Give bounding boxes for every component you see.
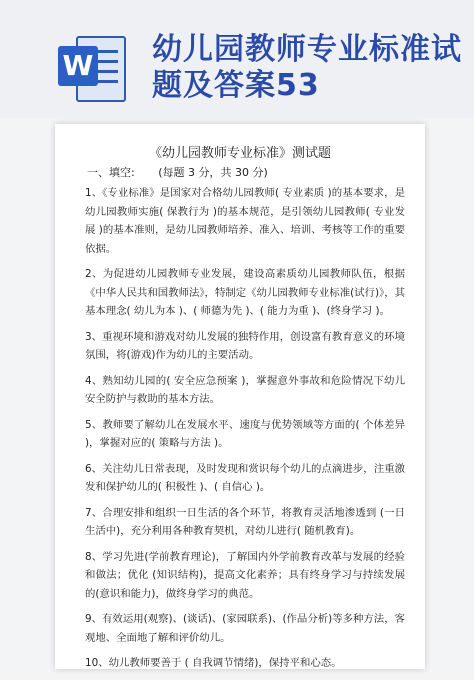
question-item: 8、学习先进(学前教育理论)，了解国内外学前教育改革与发展的经验和做法；优化 (知识结构)，提高文化素养；具有终身学习与持续发展的(意识和能力)，做终身学习的典范。	[85, 550, 405, 600]
document-title: 《幼儿园教师专业标准》测试题	[148, 146, 331, 161]
question-item: 2、为促进幼儿园教师专业发展，建设高素质幼儿园教师队伍，根据《中华人民共和国教师法》，特制定《幼儿园教师专业标准(试行)》，其基本理念( 幼儿为本 )、( 师德为先 )、( 能力为重 )、(终身学习 )。	[85, 268, 405, 317]
section-heading	[87, 164, 268, 180]
section-label: 一、填空:	[87, 166, 135, 179]
page-title: 幼儿园教师专业标准试题及答案53	[152, 32, 462, 103]
question-item: 10、幼儿教师要善于 ( 自我调节情绪)，保持平和心态。	[85, 657, 342, 669]
word-badge: W	[58, 46, 98, 86]
question-item: 6、关注幼儿日常表现，及时发现和赏识每个幼儿的点滴进步，注重激发和保护幼儿的( 积极性 )、( 自信心 )。	[85, 462, 405, 493]
question-item: 3、重视环境和游戏对幼儿发展的独特作用，创设富有教育意义的环境氛围，将(游戏)作为幼儿的主要活动。	[85, 330, 405, 361]
question-item: 4、熟知幼儿园的( 安全应急预案 )，掌握意外事故和危险情况下幼儿安全防护与救助的基本方法。	[85, 374, 405, 405]
header-banner	[0, 0, 474, 118]
question-item: 5、教师要了解幼儿在发展水平、速度与优势领域等方面的( 个体差异 )，掌握对应的( 策略与方法 )。	[85, 418, 405, 449]
question-list	[85, 184, 405, 680]
word-doc-icon	[58, 36, 124, 100]
section-note: (每题 3 分，共 30 分)	[158, 166, 268, 179]
question-item: 9、有效运用(观察)、(谈话)、(家园联系)、(作品分析)等多种方法，客观地、全面地了解和评价幼儿。	[85, 613, 405, 644]
document-page	[55, 124, 425, 669]
question-item: 1、《专业标准》是国家对合格幼儿园教师( 专业素质 )的基本要求，是幼儿园教师实施( 保教行为 )的基本规范，是引领幼儿园教师( 专业发展 )的基本准则，是幼儿园教师培养、准入、培训、考核等工作的重要依据。	[85, 187, 405, 255]
question-item: 7、合理安排和组织一日生活的各个环节，将教育灵活地渗透到 (一日生活中)，充分利用各种教育契机，对幼儿进行( 随机教育)。	[85, 506, 405, 537]
